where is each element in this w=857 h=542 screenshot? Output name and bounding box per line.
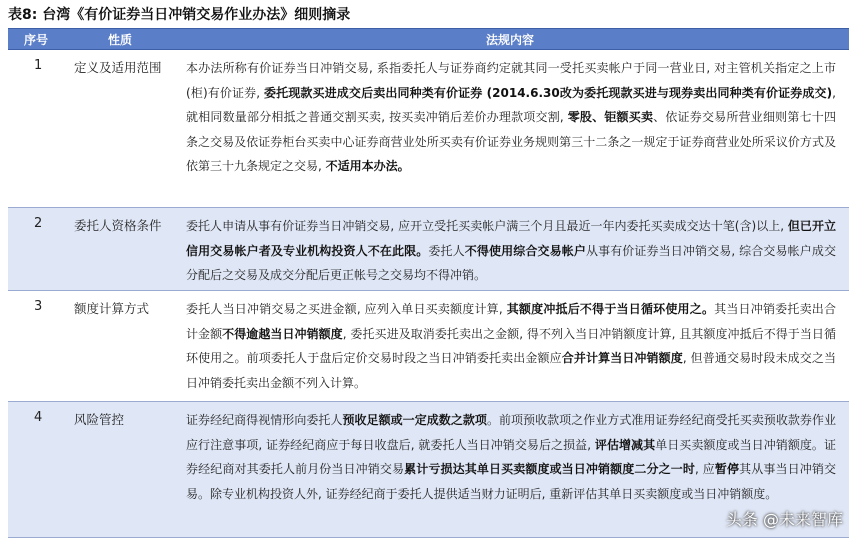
content-text: 其当日冲销委托卖出合计金额 bbox=[186, 302, 836, 341]
content-emphasis: 合并计算当日冲销额度 bbox=[561, 351, 683, 365]
table-row bbox=[8, 50, 849, 208]
row-number: 1 bbox=[34, 58, 43, 73]
content-emphasis: 不得使用综合交易帐户 bbox=[464, 243, 586, 258]
row-number: 4 bbox=[34, 410, 43, 425]
content-emphasis: 评估增减其 bbox=[594, 437, 656, 452]
content-text: 。前项预收款项之作业方式准用证券经纪商受托买卖预收款券作业应行注意事项, 证券经纪商应于每日收盘后, 就委托人当日冲销交易后之损益, bbox=[186, 413, 836, 452]
row-number: 2 bbox=[34, 216, 43, 231]
content-text: , 应 bbox=[695, 462, 715, 476]
table-row bbox=[8, 402, 849, 538]
row-property: 委托人资格条件 bbox=[74, 218, 162, 233]
table-row bbox=[8, 208, 849, 291]
row-property: 定义及适用范围 bbox=[74, 60, 162, 75]
content-emphasis: 预收足额或一定成数之款项 bbox=[342, 413, 487, 427]
content-text: 委托人当日冲销交易之买进金额, 应列入单日买卖额度计算, bbox=[186, 302, 507, 316]
row-property: 风险管控 bbox=[74, 412, 125, 427]
row-content bbox=[186, 56, 836, 179]
content-text: 委托人 bbox=[428, 243, 465, 258]
content-emphasis: 其额度冲抵后不得于当日循环使用之。 bbox=[506, 302, 715, 316]
table-row bbox=[8, 291, 849, 402]
header-property: 性质 bbox=[108, 33, 133, 47]
row-content bbox=[186, 297, 836, 395]
content-text: 、依证券交易所营业细则第七十四条之交易及依证券柜台买卖中心证券商营业处所买卖有价证券业务规则第三十二条之一规定于证券商营业处所采议价方式及依第三十九条规定之交易, bbox=[186, 110, 836, 173]
content-text: , 委托买进及取消委托卖出之金额, 得不列入当日冲销额度计算, 且其额度冲抵后不得于当日循环使用之。前项委托人于盘后定价交易时段之当日冲销委托卖出金额应 bbox=[186, 326, 836, 365]
content-emphasis: 委托现款买进成交后卖出同种类有价证券 (2014.6.30改为委托现款买进与现券卖出同种类有价证券成交) bbox=[264, 85, 833, 100]
content-text: 单日买卖额度或当日冲销额度。证券经纪商对其委托人前月份当日冲销交易 bbox=[186, 437, 836, 476]
content-text: 证券经纪商得视情形向委托人 bbox=[186, 413, 343, 427]
header-no: 序号 bbox=[24, 33, 49, 47]
content-emphasis: 但已开立信用交易帐户者及专业机构投资人不在此限。 bbox=[186, 219, 836, 258]
content-emphasis: 不得逾越当日冲销额度 bbox=[222, 326, 343, 341]
content-text: 从事有价证券当日冲销交易, 综合交易帐户成交分配后之交易及成交分配后更正帐号之交易均不得冲销。 bbox=[186, 243, 836, 282]
table-title: 表8: 台湾《有价证券当日冲销交易作业办法》细则摘录 bbox=[8, 7, 351, 23]
row-property: 额度计算方式 bbox=[74, 301, 150, 316]
content-text: 委托人申请从事有价证券当日冲销交易, 应开立受托买卖帐户满三个月且最近一年内委托买卖成交达十笔(含)以上, bbox=[186, 219, 788, 233]
content-emphasis: 零股、钜额买卖 bbox=[567, 110, 654, 124]
row-content bbox=[186, 214, 836, 288]
row-number: 3 bbox=[34, 299, 43, 314]
row-content bbox=[186, 408, 836, 506]
content-emphasis: 不适用本办法。 bbox=[325, 159, 410, 173]
watermark: 头条 @未来智库 bbox=[725, 510, 843, 529]
content-text: , 就相同数量部分相抵之普通交割买卖, 按买卖冲销后差价办理款项交割, bbox=[186, 85, 836, 124]
content-text: 其从事当日冲销交易。除专业机构投资人外, 证券经纪商于委托人提供适当财力证明后, 重新评估其单日买卖额度或当日冲销额度。 bbox=[186, 462, 836, 501]
header-content: 法规内容 bbox=[486, 33, 535, 47]
content-emphasis: 暂停 bbox=[714, 462, 740, 476]
content-emphasis: 累计亏损达其单日买卖额度或当日冲销额度二分之一时 bbox=[404, 462, 695, 476]
content-text: , 但普通交易时段未成交之当日冲销委托卖出金额不列入计算。 bbox=[186, 351, 836, 390]
content-text: 本办法所称有价证券当日冲销交易, 系指委托人与证券商约定就其同一受托买卖帐户于同一营业日, 对主管机关指定之上市(柜)有价证券, bbox=[186, 61, 836, 100]
table-header bbox=[8, 28, 849, 50]
regulation-table bbox=[8, 28, 849, 538]
